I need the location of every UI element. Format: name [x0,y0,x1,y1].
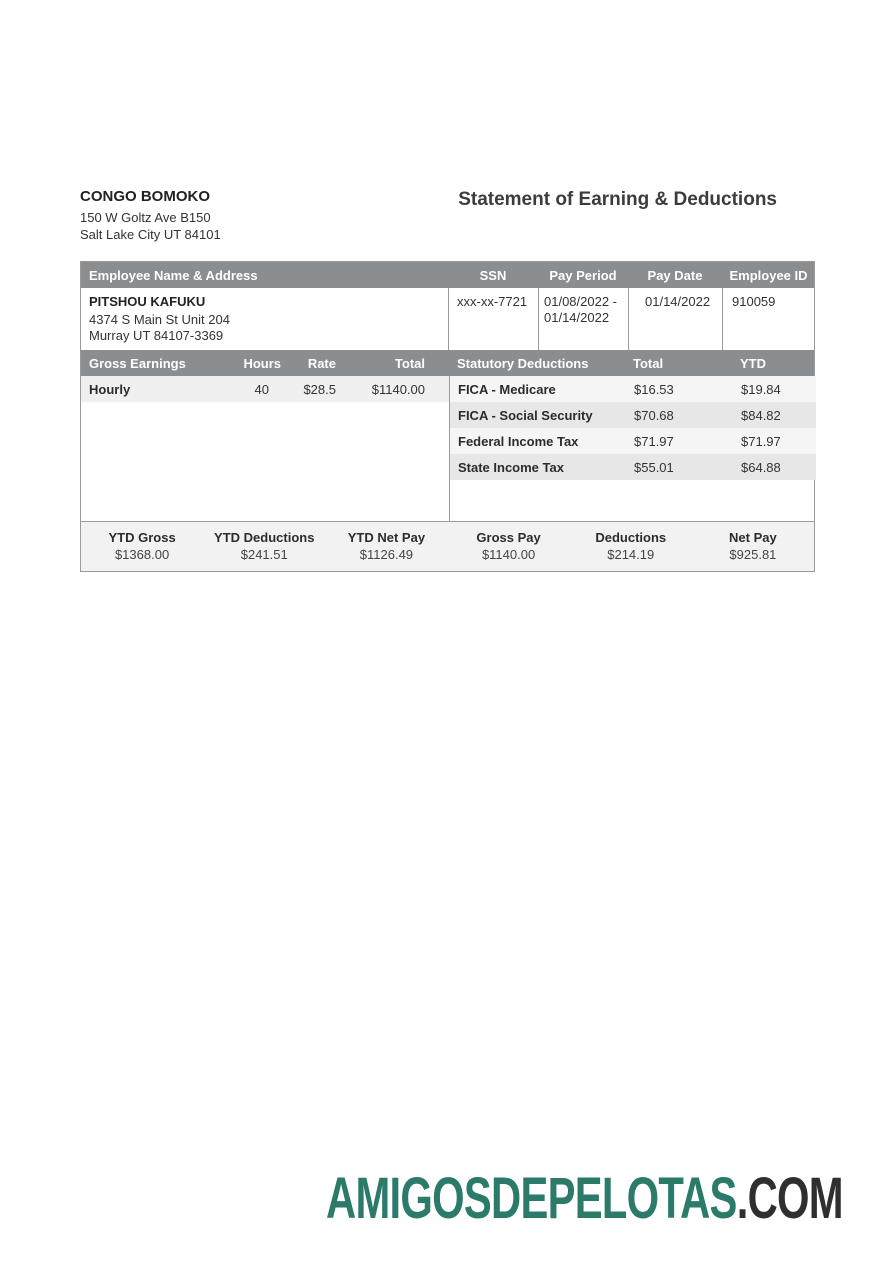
employee-pay-date-cell [628,288,722,350]
employee-pay-period-cell [538,288,628,350]
header-employee-id: Employee ID [729,267,808,283]
earning-total: $1140.00 [371,381,425,397]
header-hours: Hours [243,355,281,371]
paystub-table [80,261,815,572]
summary-ytd-gross [81,529,203,563]
company-block [80,188,221,243]
summary-value: $1368.00 [114,547,170,562]
summary-value: $1140.00 [481,547,536,562]
header-pay-date: Pay Date [647,267,703,283]
employee-ssn: xxx-xx-7721 [457,294,528,309]
deduction-name: Federal Income Tax [458,433,579,449]
employee-address-line1: 4374 S Main St Unit 204 [89,312,230,327]
deduction-row [450,428,816,454]
company-address-line2: Salt Lake City UT 84101 [80,227,221,242]
employee-ssn-cell [448,288,538,350]
summary-row [81,521,814,571]
employee-data-row [81,288,814,350]
summary-label: YTD Net Pay [347,530,426,545]
deduction-ytd: $71.97 [741,433,781,449]
deduction-row [450,376,816,402]
company-name: CONGO BOMOKO [80,188,210,205]
summary-label: Deductions [595,530,667,545]
deduction-ytd: $19.84 [741,381,781,397]
deduction-total: $16.53 [634,381,674,397]
earning-type: Hourly [89,381,131,397]
header-deductions-ytd: YTD [740,355,766,371]
summary-label: Gross Pay [476,530,541,545]
summary-value: $241.51 [240,547,288,562]
summary-label: YTD Gross [108,530,176,545]
deduction-ytd: $84.82 [741,407,781,423]
header-employee-name-address: Employee Name & Address [89,267,258,283]
summary-net-pay [692,529,814,563]
pay-period-line1: 01/08/2022 - [544,294,618,309]
earnings-deductions-body [81,376,814,521]
pay-period-line2: 01/14/2022 [544,310,610,325]
header-rate: Rate [307,355,336,371]
site-watermark [326,1165,843,1232]
employee-header-row [81,262,814,288]
summary-value: $925.81 [729,547,777,562]
deductions-header [449,350,816,376]
deduction-total: $55.01 [634,459,674,475]
header-earnings-total: Total [394,355,425,371]
earnings-row [81,376,449,402]
employee-address-line2: Murray UT 84107-3369 [89,328,224,343]
deduction-name: State Income Tax [458,459,564,475]
employee-name-address-cell [81,288,448,350]
watermark-main-text: AMIGOSDEPELOTAS [326,1166,737,1231]
pay-date: 01/14/2022 [645,294,711,309]
header-deductions-total: Total [633,355,664,371]
header-gross-earnings: Gross Earnings [89,355,186,371]
deduction-row [450,402,816,428]
earnings-deductions-header-row [81,350,814,376]
earnings-header [81,350,449,376]
document-header [80,188,815,243]
summary-label: Net Pay [729,530,777,545]
header-ssn: SSN [479,267,507,283]
deduction-total: $71.97 [634,433,674,449]
deduction-name: FICA - Social Security [458,407,593,423]
summary-value: $214.19 [607,547,655,562]
summary-ytd-deductions [203,529,325,563]
deduction-row [450,454,816,480]
summary-gross-pay [447,529,569,563]
earnings-panel [81,376,449,521]
deduction-ytd: $64.88 [741,459,781,475]
deduction-name: FICA - Medicare [458,381,556,397]
company-address-line1: 150 W Goltz Ave B150 [80,210,211,225]
summary-ytd-net-pay [325,529,447,563]
summary-deductions [570,529,692,563]
employee-id: 910059 [732,294,776,309]
deductions-panel [449,376,816,521]
employee-name: PITSHOU KAFUKU [89,294,206,309]
page-title: Statement of Earning & Deductions [458,189,777,210]
earning-hours: 40 [254,381,269,397]
employee-id-cell [722,288,815,350]
summary-value: $1126.49 [359,547,414,562]
watermark-suffix-text: .COM [736,1166,843,1231]
header-pay-period: Pay Period [549,267,617,283]
deduction-total: $70.68 [634,407,674,423]
summary-label: YTD Deductions [214,530,315,545]
earning-rate: $28.5 [303,381,336,397]
header-statutory-deductions: Statutory Deductions [457,355,589,371]
